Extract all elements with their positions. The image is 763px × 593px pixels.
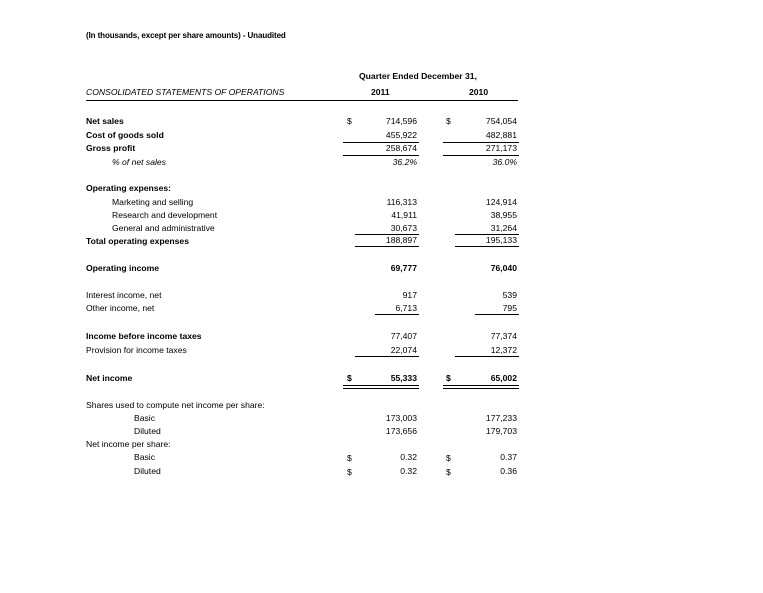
period-title: Quarter Ended December 31, [359, 71, 477, 81]
value-2010-marketing: 124,914 [485, 197, 517, 207]
value-2011-tax-provision: 22,074 [390, 345, 417, 355]
row-label-operating-income: Operating income [86, 263, 160, 273]
currency-symbol: $ [446, 373, 451, 383]
row-label-net-income: Net income [86, 373, 133, 383]
currency-symbol: $ [446, 116, 451, 126]
value-2010-interest-income: 539 [502, 290, 517, 300]
row-label-gross-profit: Gross profit [86, 143, 136, 153]
value-2010-net-income: 65,002 [490, 373, 517, 383]
row-label-interest-income: Interest income, net [86, 290, 162, 300]
value-2010-pct-net-sales: 36.0% [492, 157, 517, 167]
value-2010-other-income: 795 [502, 303, 517, 313]
subtotal-rule [455, 246, 519, 247]
total-double-rule [343, 385, 419, 389]
row-label-tax-provision: Provision for income taxes [86, 345, 187, 355]
value-2010-eps-diluted: 0.36 [500, 466, 517, 476]
currency-symbol: $ [347, 373, 352, 383]
subtotal-rule [343, 155, 419, 156]
section-label-eps: Net income per share: [86, 439, 171, 449]
row-label-pct-net-sales: % of net sales [112, 157, 166, 167]
row-label-cost-of-goods-sold: Cost of goods sold [86, 130, 164, 140]
currency-symbol: $ [347, 453, 352, 463]
value-2010-operating-income: 76,040 [490, 263, 517, 273]
currency-symbol: $ [446, 467, 451, 477]
column-header-2011: 2011 [371, 87, 390, 97]
value-2011-operating-income: 69,777 [390, 263, 417, 273]
value-2010-total-opex: 195,133 [485, 235, 517, 245]
subtotal-rule [455, 356, 519, 357]
value-2010-tax-provision: 12,372 [490, 345, 517, 355]
row-label-general-administrative: General and administrative [112, 223, 215, 233]
row-label-shares-basic: Basic [134, 413, 156, 423]
value-2011-other-income: 6,713 [395, 303, 417, 313]
subtotal-rule [443, 155, 519, 156]
value-2011-total-opex: 188,897 [385, 235, 417, 245]
column-header-2010: 2010 [469, 87, 489, 97]
subtotal-rule [355, 246, 419, 247]
row-label-income-before-taxes: Income before income taxes [86, 331, 202, 341]
value-2011-net-income: 55,333 [390, 373, 417, 383]
value-2010-income-before-taxes: 77,374 [490, 331, 517, 341]
row-label-eps-diluted: Diluted [134, 466, 161, 476]
value-2010-shares-diluted: 179,703 [485, 426, 517, 436]
subtotal-rule [475, 314, 519, 315]
value-2011-pct-net-sales: 36.2% [392, 157, 417, 167]
value-2010-cogs: 482,881 [485, 130, 517, 140]
value-2010-gross-profit: 271,173 [485, 143, 517, 153]
units-note: (In thousands, except per share amounts) - Unaudited [86, 31, 286, 40]
value-2011-gross-profit: 258,674 [385, 143, 417, 153]
row-label-shares-diluted: Diluted [134, 426, 161, 436]
value-2010-rnd: 38,955 [490, 210, 517, 220]
value-2011-net-sales: 714,596 [385, 116, 417, 126]
value-2011-shares-basic: 173,003 [385, 413, 417, 423]
currency-symbol: $ [347, 467, 352, 477]
currency-symbol: $ [446, 453, 451, 463]
total-double-rule [443, 385, 519, 389]
header-rule [86, 100, 518, 101]
row-label-research-development: Research and development [112, 210, 218, 220]
value-2011-eps-basic: 0.32 [400, 452, 417, 462]
value-2010-gna: 31,264 [490, 223, 517, 233]
value-2011-interest-income: 917 [402, 290, 417, 300]
row-label-eps-basic: Basic [134, 452, 156, 462]
value-2011-cogs: 455,922 [385, 130, 417, 140]
value-2011-income-before-taxes: 77,407 [390, 331, 417, 341]
row-label-other-income: Other income, net [86, 303, 155, 313]
section-label-shares: Shares used to compute net income per share: [86, 400, 265, 410]
value-2010-shares-basic: 177,233 [485, 413, 517, 423]
value-2011-eps-diluted: 0.32 [400, 466, 417, 476]
statement-title: CONSOLIDATED STATEMENTS OF OPERATIONS [86, 87, 285, 97]
subtotal-rule [375, 314, 419, 315]
value-2011-marketing: 116,313 [386, 197, 417, 207]
row-label-marketing: Marketing and selling [112, 197, 194, 207]
value-2011-shares-diluted: 173,656 [385, 426, 417, 436]
value-2011-rnd: 41,911 [391, 210, 417, 220]
value-2010-net-sales: 754,054 [485, 116, 517, 126]
row-label-net-sales: Net sales [86, 116, 124, 126]
section-label-operating-expenses: Operating expenses: [86, 183, 172, 193]
row-label-total-operating-expenses: Total operating expenses [86, 236, 189, 246]
subtotal-rule [355, 356, 419, 357]
value-2011-gna: 30,673 [390, 223, 417, 233]
currency-symbol: $ [347, 116, 352, 126]
value-2010-eps-basic: 0.37 [500, 452, 517, 462]
